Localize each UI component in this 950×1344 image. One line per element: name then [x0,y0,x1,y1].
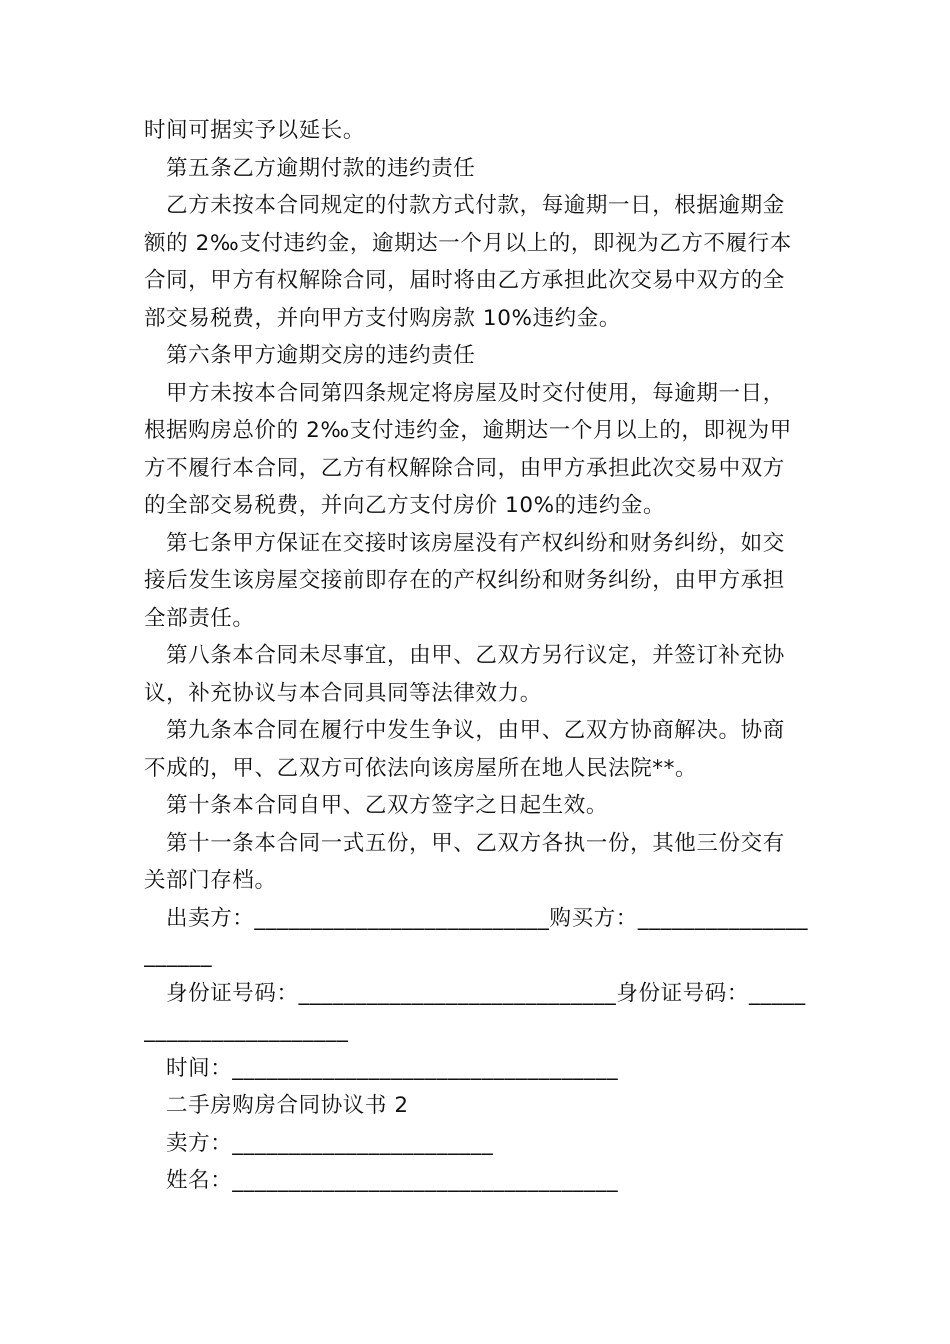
paragraph-line: 第十条本合同自甲、乙双方签字之日起生效。 [166,793,609,818]
document-title: 二手房购房合同协议书 2 [166,1093,409,1118]
paragraph-line: 部交易税费，并向甲方支付购房款 10%违约金。 [144,305,621,331]
paragraph-line: 乙方未按本合同规定的付款方式付款，每逾期一日，根据逾期金 [166,193,785,218]
name-line: 姓名：__________________________________ [166,1168,619,1193]
section-heading: 第六条甲方逾期交房的违约责任 [166,343,476,368]
paragraph-line: 额的 2‰支付违约金，逾期达一个月以上的，即视为乙方不履行本 [144,230,792,256]
paragraph-line: 第九条本合同在履行中发生争议，由甲、乙双方协商解决。协商 [166,718,785,743]
id-number-line: 身份证号码：____________________________身份证号码：_____ [166,980,806,1006]
signature-seller-buyer-line: 出卖方：__________________________购买方：_______________ [166,905,808,931]
paragraph-line: 第十一条本合同一式五份，甲、乙双方各执一份，其他三份交有 [166,830,785,856]
date-line: 时间：__________________________________ [166,1055,619,1081]
paragraph-line: 接后发生该房屋交接前即存在的产权纠纷和财务纠纷，由甲方承担 [144,568,785,593]
paragraph-line: 议，补充协议与本合同具同等法律效力。 [144,680,542,706]
paragraph-line: 根据购房总价的 2‰支付违约金，逾期达一个月以上的，即视为甲 [144,418,792,443]
paragraph-line: 第八条本合同未尽事宜，由甲、乙双方另行议定，并签订补充协 [166,643,785,668]
paragraph-line: 甲方未按本合同第四条规定将房屋及时交付使用，每逾期一日， [166,380,785,406]
seller-line: 卖方：_______________________ [166,1130,494,1156]
paragraph-line: 不成的，甲、乙双方可依法向该房屋所在地人民法院**。 [144,755,698,781]
id-number-continuation-line: __________________ [144,1018,349,1043]
paragraph-line: 第七条甲方保证在交接时该房屋没有产权纠纷和财务纠纷，如交 [166,530,785,556]
paragraph-line: 全部责任。 [144,605,255,631]
section-heading: 第五条乙方逾期付款的违约责任 [166,155,476,181]
paragraph-line: 的全部交易税费，并向乙方支付房价 10%的违约金。 [144,493,666,518]
paragraph-line: 合同，甲方有权解除合同，届时将由乙方承担此次交易中双方的全 [144,268,785,293]
paragraph-line: 时间可据实予以延长。 [144,118,366,143]
paragraph-line: 关部门存档。 [144,868,277,893]
signature-continuation-line: ______ [144,943,213,968]
paragraph-line: 方不履行本合同，乙方有权解除合同，由甲方承担此次交易中双方 [144,455,785,481]
document-body [144,112,808,1200]
